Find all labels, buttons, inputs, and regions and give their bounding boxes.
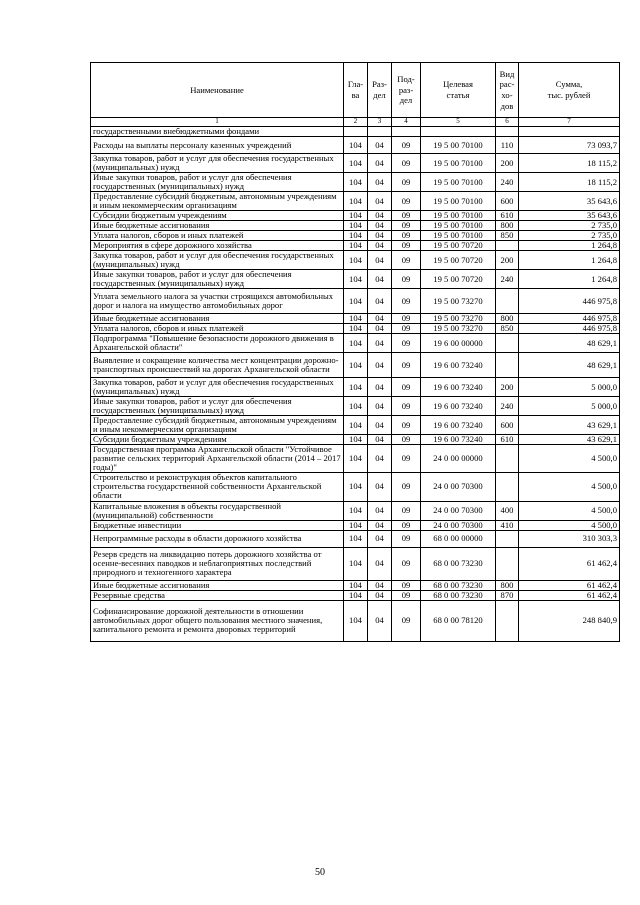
row-expense-type: 240	[496, 397, 519, 416]
table-row	[91, 154, 620, 173]
row-sum: 61 462,4	[519, 580, 620, 590]
row-podrazdel: 09	[392, 520, 421, 530]
row-razdel: 04	[368, 154, 392, 173]
row-sum: 446 975,8	[519, 289, 620, 314]
row-target-article: 19 6 00 73240	[421, 397, 496, 416]
row-target-article: 24 0 00 00000	[421, 445, 496, 473]
table-row	[91, 501, 620, 520]
row-razdel: 04	[368, 378, 392, 397]
column-number: 7	[519, 118, 620, 127]
row-razdel: 04	[368, 324, 392, 334]
header-sum: Сумма, тыс. рублей	[519, 63, 620, 118]
row-razdel: 04	[368, 251, 392, 270]
row-expense-type: 200	[496, 154, 519, 173]
row-target-article: 19 5 00 70100	[421, 211, 496, 221]
row-podrazdel: 09	[392, 251, 421, 270]
row-sum: 5 000,0	[519, 378, 620, 397]
row-expense-type	[496, 334, 519, 353]
row-razdel: 04	[368, 530, 392, 547]
row-podrazdel: 09	[392, 501, 421, 520]
row-name: Расходы на выплаты персоналу казенных учреждений	[91, 137, 344, 154]
row-expense-type: 200	[496, 378, 519, 397]
header-name: Наименование	[91, 63, 344, 118]
row-name: Закупка товаров, работ и услуг для обеспечения государственных (муниципальных) нужд	[91, 378, 344, 397]
row-expense-type: 200	[496, 251, 519, 270]
row-glava: 104	[344, 231, 368, 241]
row-name: Иные закупки товаров, работ и услуг для обеспечения государственных (муниципальных) нужд	[91, 173, 344, 192]
row-podrazdel	[392, 127, 421, 137]
row-name: Резервные средства	[91, 590, 344, 600]
row-sum: 4 500,0	[519, 520, 620, 530]
table-row	[91, 211, 620, 221]
row-expense-type	[496, 473, 519, 501]
row-target-article: 19 5 00 70720	[421, 270, 496, 289]
row-name: Иные закупки товаров, работ и услуг для обеспечения государственных (муниципальных) нужд	[91, 397, 344, 416]
table-row	[91, 314, 620, 324]
row-glava: 104	[344, 289, 368, 314]
row-razdel: 04	[368, 501, 392, 520]
row-target-article: 24 0 00 70300	[421, 501, 496, 520]
row-target-article: 68 0 00 78120	[421, 600, 496, 641]
row-glava: 104	[344, 221, 368, 231]
row-expense-type	[496, 530, 519, 547]
row-name: Резерв средств на ликвидацию потерь дорожного хозяйства от осенне-весенних паводков и неблагоприятных последствий природного и техногенного характера	[91, 547, 344, 580]
row-sum: 446 975,8	[519, 314, 620, 324]
row-glava: 104	[344, 520, 368, 530]
row-sum: 2 735,0	[519, 231, 620, 241]
row-razdel: 04	[368, 289, 392, 314]
row-podrazdel: 09	[392, 289, 421, 314]
header-podrazdel: Под- раз- дел	[392, 63, 421, 118]
budget-table	[90, 62, 620, 642]
row-expense-type	[496, 547, 519, 580]
table-row	[91, 324, 620, 334]
row-name: Субсидии бюджетным учреждениям	[91, 211, 344, 221]
row-name: Иные бюджетные ассигнования	[91, 221, 344, 231]
row-sum: 61 462,4	[519, 590, 620, 600]
row-name: Иные бюджетные ассигнования	[91, 580, 344, 590]
row-name: Субсидии бюджетным учреждениям	[91, 435, 344, 445]
table-body	[91, 127, 620, 642]
table-row	[91, 192, 620, 211]
column-number: 3	[368, 118, 392, 127]
row-glava: 104	[344, 580, 368, 590]
header-razdel: Раз- дел	[368, 63, 392, 118]
row-target-article: 19 5 00 70100	[421, 154, 496, 173]
row-target-article: 68 0 00 73230	[421, 580, 496, 590]
row-glava: 104	[344, 192, 368, 211]
row-target-article: 24 0 00 70300	[421, 473, 496, 501]
header-target: Целевая статья	[421, 63, 496, 118]
row-expense-type	[496, 127, 519, 137]
row-name: Уплата земельного налога за участки строящихся автомобильных дорог и налога на имущество автомобильных дорог	[91, 289, 344, 314]
row-razdel: 04	[368, 221, 392, 231]
row-razdel: 04	[368, 590, 392, 600]
row-sum: 48 629,1	[519, 334, 620, 353]
row-name: Уплата налогов, сборов и иных платежей	[91, 231, 344, 241]
table-row	[91, 600, 620, 641]
row-razdel: 04	[368, 241, 392, 251]
row-podrazdel: 09	[392, 314, 421, 324]
row-razdel: 04	[368, 473, 392, 501]
row-target-article: 19 5 00 70100	[421, 221, 496, 231]
column-number: 1	[91, 118, 344, 127]
row-expense-type: 850	[496, 324, 519, 334]
row-name: Строительство и реконструкция объектов капитального строительства государственной собственности Архангельской области	[91, 473, 344, 501]
row-expense-type: 610	[496, 211, 519, 221]
row-podrazdel: 09	[392, 397, 421, 416]
table-row	[91, 241, 620, 251]
row-sum: 1 264,8	[519, 251, 620, 270]
table-row	[91, 289, 620, 314]
row-name: Государственная программа Архангельской области "Устойчивое развитие сельских территорий Архангельской области (2014 – 2017 годы)"	[91, 445, 344, 473]
row-sum: 73 093,7	[519, 137, 620, 154]
row-glava: 104	[344, 334, 368, 353]
row-podrazdel: 09	[392, 221, 421, 231]
table-row	[91, 251, 620, 270]
row-target-article: 19 6 00 00000	[421, 334, 496, 353]
column-number-row	[91, 118, 620, 127]
column-number: 6	[496, 118, 519, 127]
table-row	[91, 435, 620, 445]
row-target-article: 19 5 00 73270	[421, 314, 496, 324]
row-expense-type: 400	[496, 501, 519, 520]
row-name: Софинансирование дорожной деятельности в отношении автомобильных дорог общего пользования местного значения, капитального ремонта и ремонта дворовых территорий	[91, 600, 344, 641]
row-glava: 104	[344, 435, 368, 445]
row-glava: 104	[344, 241, 368, 251]
row-razdel: 04	[368, 445, 392, 473]
row-podrazdel: 09	[392, 353, 421, 378]
row-podrazdel: 09	[392, 445, 421, 473]
row-glava: 104	[344, 445, 368, 473]
row-target-article: 19 5 00 70720	[421, 241, 496, 251]
table-row	[91, 231, 620, 241]
row-name: Подпрограмма "Повышение безопасности дорожного движения в Архангельской области"	[91, 334, 344, 353]
row-razdel: 04	[368, 397, 392, 416]
row-podrazdel: 09	[392, 600, 421, 641]
row-razdel: 04	[368, 137, 392, 154]
row-target-article: 19 5 00 70100	[421, 173, 496, 192]
row-razdel: 04	[368, 353, 392, 378]
table-row	[91, 173, 620, 192]
row-podrazdel: 09	[392, 211, 421, 221]
row-name: Уплата налогов, сборов и иных платежей	[91, 324, 344, 334]
row-sum: 4 500,0	[519, 445, 620, 473]
row-name: Мероприятия в сфере дорожного хозяйства	[91, 241, 344, 251]
row-expense-type: 610	[496, 435, 519, 445]
row-sum: 248 840,9	[519, 600, 620, 641]
row-glava: 104	[344, 501, 368, 520]
row-target-article: 19 5 00 70100	[421, 231, 496, 241]
row-sum: 18 115,2	[519, 173, 620, 192]
row-expense-type: 850	[496, 231, 519, 241]
row-expense-type: 600	[496, 416, 519, 435]
row-glava: 104	[344, 416, 368, 435]
row-podrazdel: 09	[392, 324, 421, 334]
row-podrazdel: 09	[392, 580, 421, 590]
row-sum: 446 975,8	[519, 324, 620, 334]
row-expense-type: 800	[496, 221, 519, 231]
row-name: Иные бюджетные ассигнования	[91, 314, 344, 324]
row-glava: 104	[344, 353, 368, 378]
row-target-article: 19 5 00 73270	[421, 324, 496, 334]
row-expense-type	[496, 289, 519, 314]
row-podrazdel: 09	[392, 590, 421, 600]
row-target-article: 19 5 00 70720	[421, 251, 496, 270]
row-razdel: 04	[368, 270, 392, 289]
row-razdel	[368, 127, 392, 137]
row-expense-type	[496, 445, 519, 473]
row-podrazdel: 09	[392, 416, 421, 435]
row-glava: 104	[344, 251, 368, 270]
row-glava: 104	[344, 600, 368, 641]
row-glava: 104	[344, 324, 368, 334]
row-podrazdel: 09	[392, 473, 421, 501]
row-target-article: 19 5 00 70100	[421, 137, 496, 154]
row-podrazdel: 09	[392, 231, 421, 241]
row-razdel: 04	[368, 314, 392, 324]
row-razdel: 04	[368, 600, 392, 641]
header-glava: Гла- ва	[344, 63, 368, 118]
header-row	[91, 63, 620, 118]
row-sum: 1 264,8	[519, 241, 620, 251]
row-expense-type: 240	[496, 270, 519, 289]
row-sum: 48 629,1	[519, 353, 620, 378]
row-podrazdel: 09	[392, 435, 421, 445]
row-sum: 35 643,6	[519, 211, 620, 221]
row-podrazdel: 09	[392, 241, 421, 251]
table-row	[91, 378, 620, 397]
row-name: государственными внебюджетными фондами	[91, 127, 344, 137]
row-glava: 104	[344, 530, 368, 547]
table-row	[91, 520, 620, 530]
row-name: Закупка товаров, работ и услуг для обеспечения государственных (муниципальных) нужд	[91, 154, 344, 173]
row-name: Иные закупки товаров, работ и услуг для обеспечения государственных (муниципальных) нужд	[91, 270, 344, 289]
row-glava: 104	[344, 137, 368, 154]
row-razdel: 04	[368, 231, 392, 241]
row-glava: 104	[344, 314, 368, 324]
row-name: Предоставление субсидий бюджетным, автономным учреждениям и иным некоммерческим организациям	[91, 192, 344, 211]
table-row	[91, 334, 620, 353]
row-target-article: 19 6 00 73240	[421, 416, 496, 435]
row-name: Бюджетные инвестиции	[91, 520, 344, 530]
table-row	[91, 221, 620, 231]
row-target-article: 68 0 00 73230	[421, 590, 496, 600]
row-razdel: 04	[368, 416, 392, 435]
row-glava: 104	[344, 378, 368, 397]
row-glava: 104	[344, 547, 368, 580]
row-target-article: 19 6 00 73240	[421, 353, 496, 378]
row-podrazdel: 09	[392, 547, 421, 580]
row-sum: 4 500,0	[519, 501, 620, 520]
row-expense-type: 410	[496, 520, 519, 530]
row-expense-type: 110	[496, 137, 519, 154]
row-podrazdel: 09	[392, 173, 421, 192]
row-name: Непрограммные расходы в области дорожного хозяйства	[91, 530, 344, 547]
page-number: 50	[315, 867, 325, 878]
row-sum: 35 643,6	[519, 192, 620, 211]
table-row	[91, 590, 620, 600]
row-sum: 61 462,4	[519, 547, 620, 580]
row-expense-type	[496, 353, 519, 378]
row-expense-type	[496, 241, 519, 251]
row-name: Капитальные вложения в объекты государственной (муниципальной) собственности	[91, 501, 344, 520]
row-glava: 104	[344, 270, 368, 289]
table-row	[91, 530, 620, 547]
table-row	[91, 473, 620, 501]
row-glava: 104	[344, 211, 368, 221]
row-razdel: 04	[368, 580, 392, 590]
row-sum	[519, 127, 620, 137]
row-sum: 2 735,0	[519, 221, 620, 231]
row-target-article: 19 5 00 73270	[421, 289, 496, 314]
row-expense-type	[496, 600, 519, 641]
row-sum: 4 500,0	[519, 473, 620, 501]
table-row	[91, 580, 620, 590]
row-expense-type: 800	[496, 580, 519, 590]
row-glava: 104	[344, 590, 368, 600]
row-podrazdel: 09	[392, 154, 421, 173]
row-target-article: 19 5 00 70100	[421, 192, 496, 211]
table-row	[91, 137, 620, 154]
row-glava: 104	[344, 473, 368, 501]
row-podrazdel: 09	[392, 334, 421, 353]
row-razdel: 04	[368, 334, 392, 353]
table-row	[91, 445, 620, 473]
table-row	[91, 127, 620, 137]
row-podrazdel: 09	[392, 137, 421, 154]
row-glava: 104	[344, 173, 368, 192]
table-row	[91, 416, 620, 435]
row-sum: 5 000,0	[519, 397, 620, 416]
row-glava: 104	[344, 154, 368, 173]
row-target-article: 68 0 00 00000	[421, 530, 496, 547]
row-sum: 310 303,3	[519, 530, 620, 547]
row-podrazdel: 09	[392, 192, 421, 211]
row-expense-type: 240	[496, 173, 519, 192]
table-row	[91, 353, 620, 378]
row-sum: 1 264,8	[519, 270, 620, 289]
row-target-article	[421, 127, 496, 137]
row-sum: 43 629,1	[519, 416, 620, 435]
row-expense-type: 600	[496, 192, 519, 211]
table-row	[91, 397, 620, 416]
column-number: 5	[421, 118, 496, 127]
row-razdel: 04	[368, 211, 392, 221]
row-glava: 104	[344, 397, 368, 416]
row-name: Выявление и сокращение количества мест концентрации дорожно-транспортных происшествий на дорогах Архангельской области	[91, 353, 344, 378]
row-target-article: 68 0 00 73230	[421, 547, 496, 580]
row-expense-type: 870	[496, 590, 519, 600]
row-sum: 43 629,1	[519, 435, 620, 445]
row-name: Закупка товаров, работ и услуг для обеспечения государственных (муниципальных) нужд	[91, 251, 344, 270]
row-razdel: 04	[368, 173, 392, 192]
table-row	[91, 270, 620, 289]
row-podrazdel: 09	[392, 378, 421, 397]
row-target-article: 24 0 00 70300	[421, 520, 496, 530]
row-glava	[344, 127, 368, 137]
row-podrazdel: 09	[392, 270, 421, 289]
column-number: 4	[392, 118, 421, 127]
row-target-article: 19 6 00 73240	[421, 378, 496, 397]
row-razdel: 04	[368, 435, 392, 445]
row-expense-type: 800	[496, 314, 519, 324]
row-razdel: 04	[368, 520, 392, 530]
row-podrazdel: 09	[392, 530, 421, 547]
table-row	[91, 547, 620, 580]
header-vid: Вид рас- хо- дов	[496, 63, 519, 118]
row-name: Предоставление субсидий бюджетным, автономным учреждениям и иным некоммерческим организациям	[91, 416, 344, 435]
column-number: 2	[344, 118, 368, 127]
row-sum: 18 115,2	[519, 154, 620, 173]
row-target-article: 19 6 00 73240	[421, 435, 496, 445]
row-razdel: 04	[368, 547, 392, 580]
row-razdel: 04	[368, 192, 392, 211]
